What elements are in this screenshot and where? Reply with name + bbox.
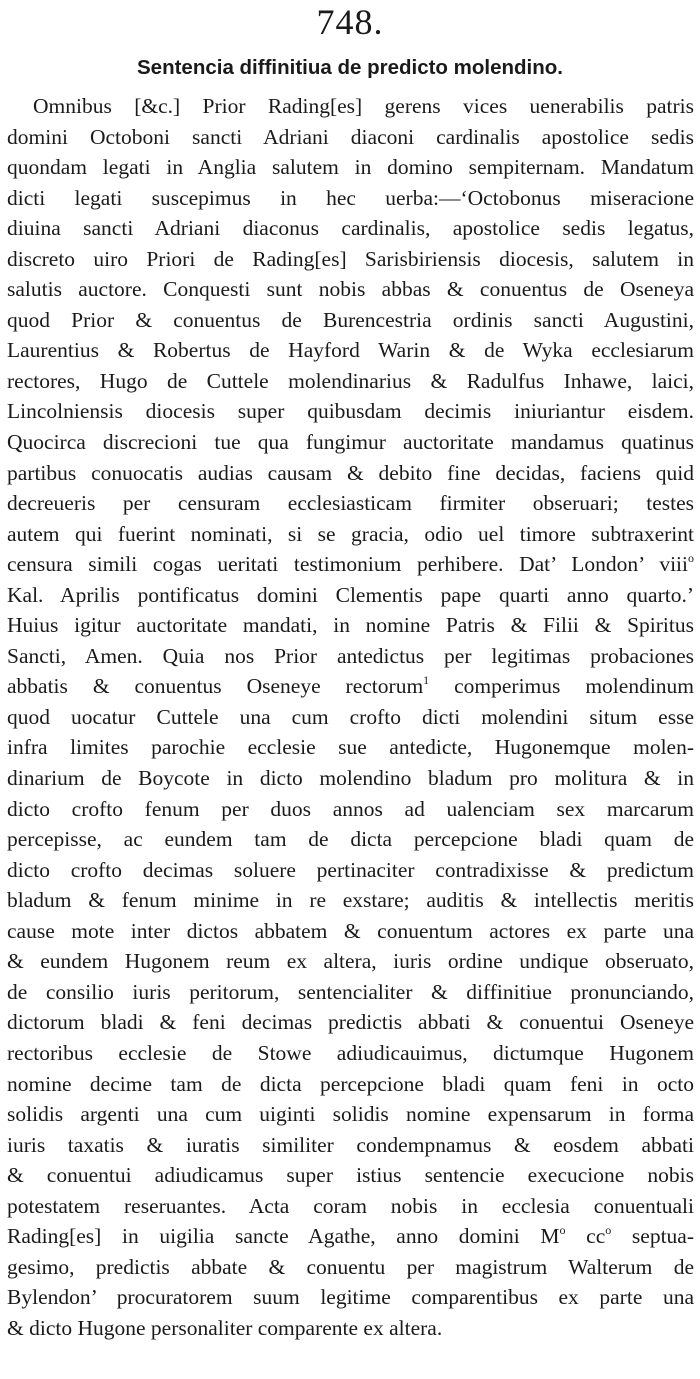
text-line [7, 1191, 694, 1222]
line-text: infra limites parochie ecclesie sue antedicte, Hugonemque molen- [7, 735, 694, 760]
line-text: dicto crofto fenum per duos annos ad ualenciam sex marcarum [7, 796, 694, 821]
line-text: cc [565, 1224, 606, 1249]
text-line [7, 580, 694, 611]
line-text: Huius igitur auctoritate mandati, in nomine Patris & Filii & Spiritus [7, 613, 694, 638]
text-line [7, 396, 694, 427]
superscript: o [605, 1223, 612, 1238]
line-text: discreto uiro Priori de Rading[es] Sarisbiriensis diocesis, salutem in [7, 246, 694, 271]
line-text: potestatem reseruantes. Acta coram nobis in ecclesia conuentuali [7, 1193, 694, 1218]
text-line [7, 549, 694, 580]
line-text: domini Octoboni sancti Adriani diaconi cardinalis apostolice sedis [7, 124, 694, 149]
text-line [7, 671, 694, 702]
line-text: dicti legati suscepimus in hec uerba:—‘Octobonus miseracione [7, 185, 694, 210]
line-text: Omnibus [&c.] Prior Rading[es] gerens vices uenerabilis patris [33, 94, 694, 118]
text-line [7, 1313, 694, 1344]
text-line [7, 1130, 694, 1161]
text-line [7, 1160, 694, 1191]
line-text: dicto crofto decimas soluere pertinaciter contradixisse & predictum [7, 857, 694, 882]
text-line [7, 1038, 694, 1069]
line-text: rectoribus ecclesie de Stowe adiudicauimus, dictumque Hugonem [7, 1040, 694, 1065]
text-line [7, 244, 694, 275]
text-line [7, 519, 694, 550]
text-line [7, 824, 694, 855]
line-text: decreueris per censuram ecclesiasticam firmiter obseruari; testes [7, 491, 694, 516]
line-text: dinarium de Boycote in dicto molendino bladum pro molitura & in [7, 766, 694, 791]
line-text: partibus conuocatis audias causam & debito fine decidas, faciens quid [7, 460, 694, 485]
superscript: 1 [423, 673, 430, 688]
text-line [7, 610, 694, 641]
text-line [7, 274, 694, 305]
line-text: & eundem Hugonem reum ex altera, iuris ordine undique obseruato, [7, 949, 694, 974]
line-text: percepisse, ac eundem tam de dicta percepcione bladi quam de [7, 827, 694, 852]
line-text: cause mote inter dictos abbatem & conuentum actores ex parte una [7, 918, 694, 943]
text-line [7, 305, 694, 336]
line-text: Sancti, Amen. Quia nos Prior antedictus per legitimas probaciones [7, 643, 694, 668]
line-text: quod uocatur Cuttele una cum crofto dicti molendini situm esse [7, 704, 694, 729]
text-line [7, 1282, 694, 1313]
line-text: Lincolniensis diocesis super quibusdam decimis iniuriantur eisdem. [7, 399, 694, 424]
text-line [7, 183, 694, 214]
line-text: solidis argenti una cum uiginti solidis nomine expensarum in forma [7, 1102, 694, 1127]
line-text: abbatis & conuentus Oseneye rectorum [7, 674, 424, 699]
line-text: Quocirca discrecioni tue qua fungimur auctoritate mandamus quatinus [7, 430, 694, 455]
line-text: iuris taxatis & iuratis similiter condempnamus & eosdem abbati [7, 1132, 694, 1157]
line-text: Rading[es] in uigilia sancte Agathe, anno domini M [7, 1224, 560, 1249]
superscript: o [688, 551, 694, 566]
line-text: & conuentui adiudicamus super istius sentencie execucione nobis [7, 1163, 694, 1188]
text-line [7, 91, 694, 122]
text-line [7, 732, 694, 763]
text-line [7, 213, 694, 244]
line-text: Laurentius & Robertus de Hayford Warin & de Wyka ecclesiarum [7, 338, 694, 363]
text-line [7, 977, 694, 1008]
line-text: diuina sancti Adriani diaconus cardinalis, apostolice sedis legatus, [7, 216, 694, 241]
text-line [7, 458, 694, 489]
text-line [7, 427, 694, 458]
line-text: quondam legati in Anglia salutem in domino sempiternam. Mandatum [7, 155, 694, 180]
line-text: Kal. Aprilis pontificatus domini Clementis pape quarti anno quarto.’ [7, 582, 694, 607]
text-line [7, 152, 694, 183]
text-line [7, 855, 694, 886]
text-line [7, 763, 694, 794]
text-line [7, 1221, 694, 1252]
line-text: & dicto Hugone personaliter comparente ex altera. [7, 1315, 443, 1340]
text-line [7, 702, 694, 733]
text-line [7, 335, 694, 366]
text-line [7, 1069, 694, 1100]
line-text: comperimus molendinum [429, 674, 695, 699]
text-line [7, 946, 694, 977]
line-text: gesimo, predictis abbate & conuentu per magistrum Walterum de [7, 1254, 694, 1279]
text-line [7, 1252, 694, 1283]
text-line [7, 366, 694, 397]
section-heading: Sentencia diffinitiua de predicto molendino. [137, 56, 563, 79]
body-text [7, 91, 694, 1343]
line-text: censura simili cogas ueritati testimonium perhibere. Dat’ London’ viii [7, 552, 688, 577]
line-text: quod Prior & conuentus de Burencestria ordinis sancti Augustini, [7, 307, 694, 332]
line-text: bladum & fenum minime in re exstare; auditis & intellectis meritis [7, 888, 694, 913]
text-line [7, 885, 694, 916]
superscript: o [559, 1223, 566, 1238]
text-line [7, 122, 694, 153]
text-line [7, 488, 694, 519]
text-line [7, 641, 694, 672]
line-text: septua- [611, 1224, 695, 1249]
text-line [7, 794, 694, 825]
line-text: autem qui fuerint nominati, si se gracia, odio uel timore subtraxerint [7, 521, 694, 546]
line-text: salutis auctore. Conquesti sunt nobis abbas & conuentus de Oseneya [7, 277, 694, 302]
text-line [7, 1099, 694, 1130]
line-text: rectores, Hugo de Cuttele molendinarius & Radulfus Inhawe, laici, [7, 368, 694, 393]
text-line [7, 1007, 694, 1038]
text-line [7, 916, 694, 947]
page-number: 748. [316, 2, 384, 42]
line-text: nomine decime tam de dicta percepcione bladi quam feni in octo [7, 1071, 694, 1096]
line-text: de consilio iuris peritorum, sentencialiter & diffinitiue pronunciando, [7, 979, 694, 1004]
line-text: Bylendon’ procuratorem suum legitime comparentibus ex parte una [7, 1285, 694, 1310]
line-text: dictorum bladi & feni decimas predictis abbati & conuentui Oseneye [7, 1010, 694, 1035]
